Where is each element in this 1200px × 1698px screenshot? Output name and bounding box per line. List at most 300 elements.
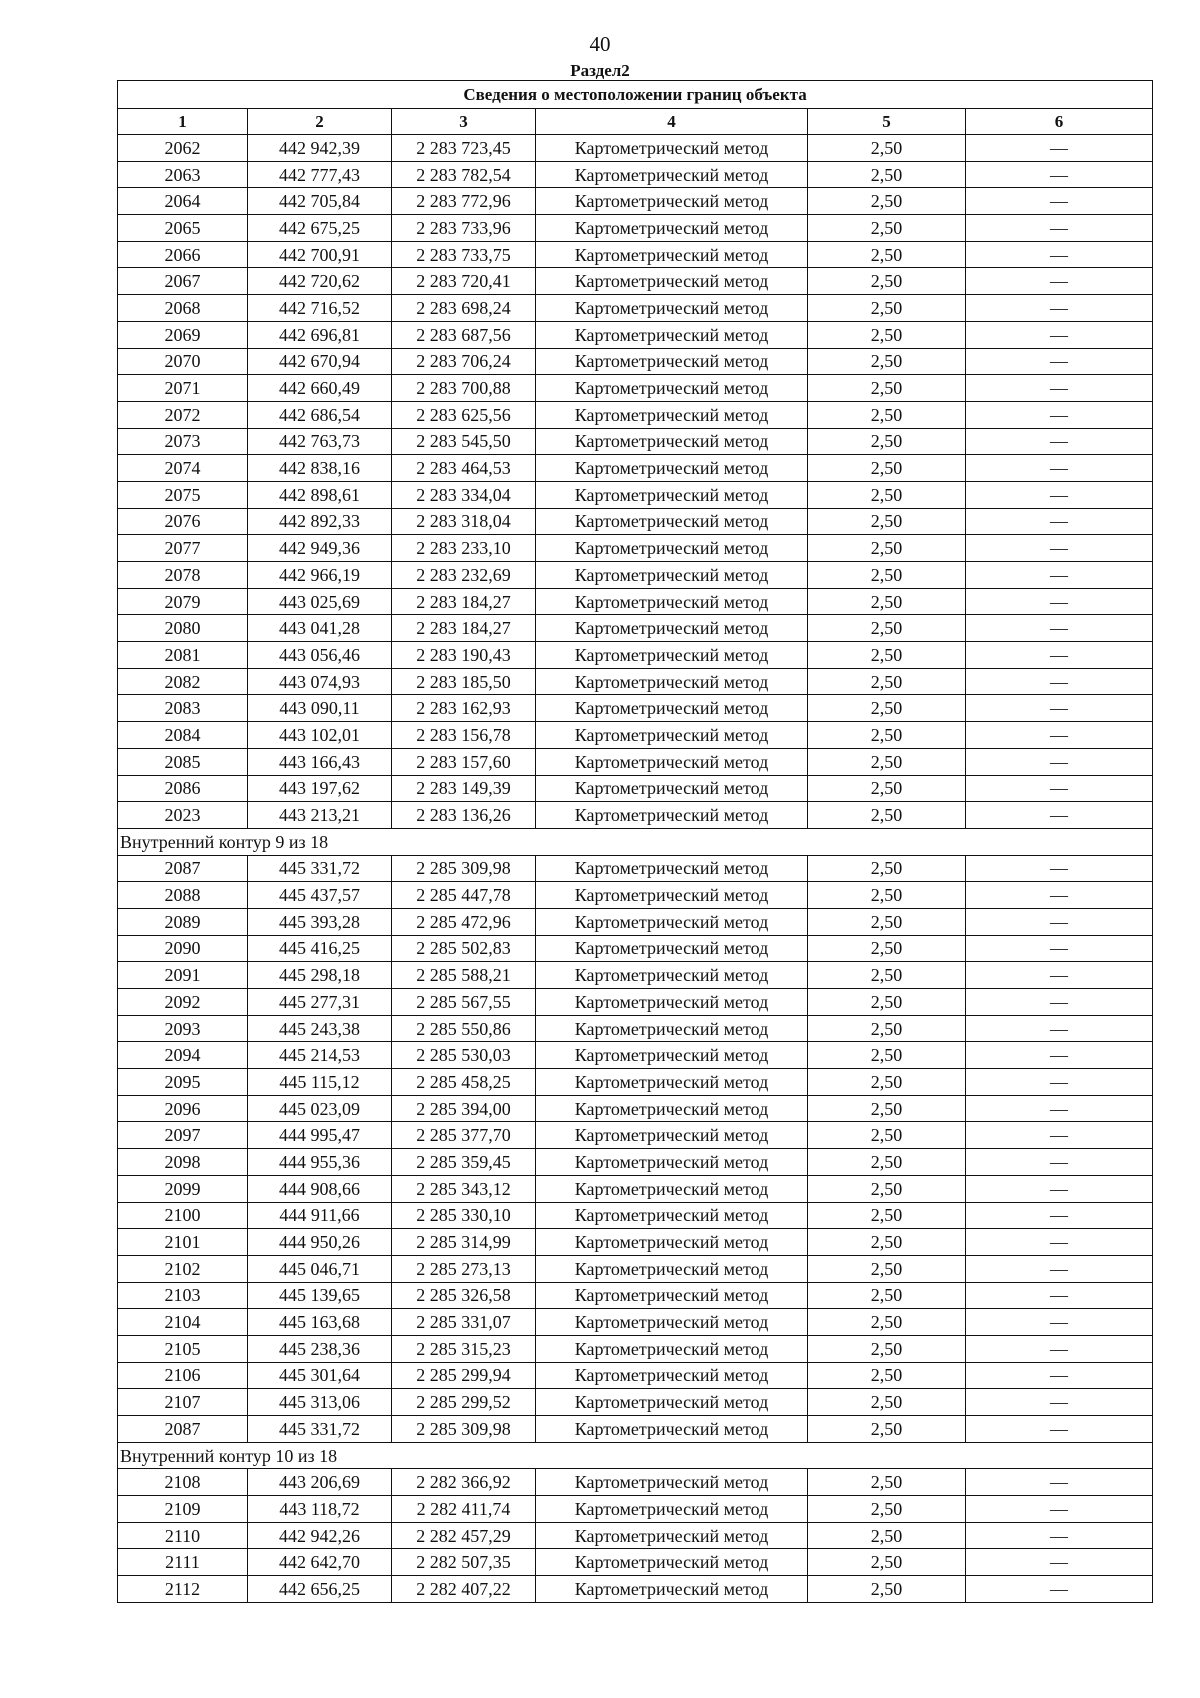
- table-row: [118, 722, 1153, 749]
- column-number: 4: [536, 109, 808, 135]
- y-coordinate-cell: 2 285 550,86: [392, 1015, 536, 1042]
- table-row: [118, 802, 1153, 829]
- accuracy-cell: 2,50: [808, 1469, 966, 1496]
- accuracy-cell: 2,50: [808, 1576, 966, 1603]
- point-number-cell: 2108: [118, 1469, 248, 1496]
- coordinates-table: [117, 80, 1153, 1603]
- y-coordinate-cell: 2 285 299,52: [392, 1389, 536, 1416]
- y-coordinate-cell: 2 285 309,98: [392, 855, 536, 882]
- note-cell: —: [966, 1069, 1153, 1096]
- method-cell: Картометрический метод: [536, 989, 808, 1016]
- method-cell: Картометрический метод: [536, 962, 808, 989]
- note-cell: —: [966, 1229, 1153, 1256]
- y-coordinate-cell: 2 285 314,99: [392, 1229, 536, 1256]
- table-row: [118, 428, 1153, 455]
- y-coordinate-cell: 2 282 457,29: [392, 1522, 536, 1549]
- y-coordinate-cell: 2 285 567,55: [392, 989, 536, 1016]
- point-number-cell: 2097: [118, 1122, 248, 1149]
- point-number-cell: 2078: [118, 562, 248, 589]
- y-coordinate-cell: 2 285 299,94: [392, 1362, 536, 1389]
- x-coordinate-cell: 443 197,62: [248, 775, 392, 802]
- accuracy-cell: 2,50: [808, 1122, 966, 1149]
- note-cell: —: [966, 1015, 1153, 1042]
- point-number-cell: 2069: [118, 321, 248, 348]
- y-coordinate-cell: 2 285 472,96: [392, 908, 536, 935]
- y-coordinate-cell: 2 282 507,35: [392, 1549, 536, 1576]
- note-cell: —: [966, 348, 1153, 375]
- accuracy-cell: 2,50: [808, 562, 966, 589]
- contour-section-label: Внутренний контур 10 из 18: [118, 1442, 1153, 1469]
- point-number-cell: 2090: [118, 935, 248, 962]
- x-coordinate-cell: 445 331,72: [248, 855, 392, 882]
- x-coordinate-cell: 443 102,01: [248, 722, 392, 749]
- table-row: [118, 989, 1153, 1016]
- note-cell: —: [966, 375, 1153, 402]
- accuracy-cell: 2,50: [808, 722, 966, 749]
- accuracy-cell: 2,50: [808, 668, 966, 695]
- point-number-cell: 2109: [118, 1496, 248, 1523]
- accuracy-cell: 2,50: [808, 508, 966, 535]
- method-cell: Картометрический метод: [536, 588, 808, 615]
- point-number-cell: 2070: [118, 348, 248, 375]
- table-row: [118, 1095, 1153, 1122]
- x-coordinate-cell: 443 166,43: [248, 748, 392, 775]
- method-cell: Картометрический метод: [536, 775, 808, 802]
- table-row: [118, 321, 1153, 348]
- table-row: [118, 348, 1153, 375]
- x-coordinate-cell: 442 966,19: [248, 562, 392, 589]
- table-row: [118, 508, 1153, 535]
- note-cell: —: [966, 775, 1153, 802]
- x-coordinate-cell: 444 950,26: [248, 1229, 392, 1256]
- point-number-cell: 2073: [118, 428, 248, 455]
- point-number-cell: 2101: [118, 1229, 248, 1256]
- column-number-row: [118, 109, 1153, 135]
- point-number-cell: 2023: [118, 802, 248, 829]
- note-cell: —: [966, 722, 1153, 749]
- note-cell: —: [966, 1469, 1153, 1496]
- accuracy-cell: 2,50: [808, 615, 966, 642]
- y-coordinate-cell: 2 283 157,60: [392, 748, 536, 775]
- table-caption: Сведения о местоположении границ объекта: [118, 81, 1153, 109]
- x-coordinate-cell: 445 115,12: [248, 1069, 392, 1096]
- table-row: [118, 268, 1153, 295]
- x-coordinate-cell: 445 301,64: [248, 1362, 392, 1389]
- method-cell: Картометрический метод: [536, 1549, 808, 1576]
- accuracy-cell: 2,50: [808, 295, 966, 322]
- accuracy-cell: 2,50: [808, 1549, 966, 1576]
- method-cell: Картометрический метод: [536, 695, 808, 722]
- note-cell: —: [966, 321, 1153, 348]
- x-coordinate-cell: 442 942,26: [248, 1522, 392, 1549]
- x-coordinate-cell: 443 090,11: [248, 695, 392, 722]
- table-row: [118, 775, 1153, 802]
- table-body: [118, 135, 1153, 1603]
- method-cell: Картометрический метод: [536, 1496, 808, 1523]
- method-cell: Картометрический метод: [536, 321, 808, 348]
- x-coordinate-cell: 444 955,36: [248, 1149, 392, 1176]
- table-row: [118, 161, 1153, 188]
- point-number-cell: 2087: [118, 855, 248, 882]
- accuracy-cell: 2,50: [808, 401, 966, 428]
- y-coordinate-cell: 2 283 723,45: [392, 135, 536, 162]
- note-cell: —: [966, 1309, 1153, 1336]
- accuracy-cell: 2,50: [808, 215, 966, 242]
- x-coordinate-cell: 442 696,81: [248, 321, 392, 348]
- table-row: [118, 1522, 1153, 1549]
- x-coordinate-cell: 442 686,54: [248, 401, 392, 428]
- x-coordinate-cell: 443 041,28: [248, 615, 392, 642]
- method-cell: Картометрический метод: [536, 722, 808, 749]
- y-coordinate-cell: 2 282 407,22: [392, 1576, 536, 1603]
- method-cell: Картометрический метод: [536, 615, 808, 642]
- table-row: [118, 908, 1153, 935]
- method-cell: Картометрический метод: [536, 1522, 808, 1549]
- y-coordinate-cell: 2 283 782,54: [392, 161, 536, 188]
- accuracy-cell: 2,50: [808, 188, 966, 215]
- accuracy-cell: 2,50: [808, 1069, 966, 1096]
- table-row: [118, 241, 1153, 268]
- table-row: [118, 642, 1153, 669]
- table-row: [118, 1202, 1153, 1229]
- note-cell: —: [966, 1362, 1153, 1389]
- method-cell: Картометрический метод: [536, 1149, 808, 1176]
- note-cell: —: [966, 295, 1153, 322]
- table-row: [118, 1416, 1153, 1443]
- note-cell: —: [966, 695, 1153, 722]
- point-number-cell: 2105: [118, 1335, 248, 1362]
- y-coordinate-cell: 2 285 359,45: [392, 1149, 536, 1176]
- table-row: [118, 935, 1153, 962]
- x-coordinate-cell: 442 700,91: [248, 241, 392, 268]
- table-row: [118, 215, 1153, 242]
- column-number: 3: [392, 109, 536, 135]
- x-coordinate-cell: 445 416,25: [248, 935, 392, 962]
- note-cell: —: [966, 1282, 1153, 1309]
- column-number: 5: [808, 109, 966, 135]
- x-coordinate-cell: 442 892,33: [248, 508, 392, 535]
- note-cell: —: [966, 135, 1153, 162]
- method-cell: Картометрический метод: [536, 1335, 808, 1362]
- method-cell: Картометрический метод: [536, 375, 808, 402]
- note-cell: —: [966, 935, 1153, 962]
- point-number-cell: 2065: [118, 215, 248, 242]
- point-number-cell: 2080: [118, 615, 248, 642]
- method-cell: Картометрический метод: [536, 428, 808, 455]
- point-number-cell: 2106: [118, 1362, 248, 1389]
- method-cell: Картометрический метод: [536, 1095, 808, 1122]
- table-row: [118, 481, 1153, 508]
- table-row: [118, 1069, 1153, 1096]
- note-cell: —: [966, 401, 1153, 428]
- method-cell: Картометрический метод: [536, 1202, 808, 1229]
- note-cell: —: [966, 268, 1153, 295]
- y-coordinate-cell: 2 285 343,12: [392, 1175, 536, 1202]
- x-coordinate-cell: 445 313,06: [248, 1389, 392, 1416]
- table-row: [118, 1496, 1153, 1523]
- method-cell: Картометрический метод: [536, 161, 808, 188]
- point-number-cell: 2104: [118, 1309, 248, 1336]
- y-coordinate-cell: 2 283 464,53: [392, 455, 536, 482]
- method-cell: Картометрический метод: [536, 908, 808, 935]
- y-coordinate-cell: 2 285 273,13: [392, 1255, 536, 1282]
- note-cell: —: [966, 1255, 1153, 1282]
- accuracy-cell: 2,50: [808, 161, 966, 188]
- y-coordinate-cell: 2 285 394,00: [392, 1095, 536, 1122]
- x-coordinate-cell: 445 214,53: [248, 1042, 392, 1069]
- table-row: [118, 1229, 1153, 1256]
- y-coordinate-cell: 2 283 772,96: [392, 188, 536, 215]
- y-coordinate-cell: 2 283 334,04: [392, 481, 536, 508]
- y-coordinate-cell: 2 285 326,58: [392, 1282, 536, 1309]
- point-number-cell: 2107: [118, 1389, 248, 1416]
- x-coordinate-cell: 442 705,84: [248, 188, 392, 215]
- method-cell: Картометрический метод: [536, 935, 808, 962]
- accuracy-cell: 2,50: [808, 935, 966, 962]
- x-coordinate-cell: 442 898,61: [248, 481, 392, 508]
- note-cell: —: [966, 802, 1153, 829]
- accuracy-cell: 2,50: [808, 588, 966, 615]
- column-number: 6: [966, 109, 1153, 135]
- point-number-cell: 2079: [118, 588, 248, 615]
- x-coordinate-cell: 443 213,21: [248, 802, 392, 829]
- table-row: [118, 588, 1153, 615]
- point-number-cell: 2094: [118, 1042, 248, 1069]
- table-row: [118, 188, 1153, 215]
- point-number-cell: 2068: [118, 295, 248, 322]
- method-cell: Картометрический метод: [536, 135, 808, 162]
- table-row: [118, 1015, 1153, 1042]
- table-row: [118, 962, 1153, 989]
- table-row: [118, 135, 1153, 162]
- method-cell: Картометрический метод: [536, 348, 808, 375]
- method-cell: Картометрический метод: [536, 1389, 808, 1416]
- note-cell: —: [966, 1389, 1153, 1416]
- method-cell: Картометрический метод: [536, 508, 808, 535]
- page-number: 40: [589, 32, 611, 56]
- method-cell: Картометрический метод: [536, 1576, 808, 1603]
- point-number-cell: 2066: [118, 241, 248, 268]
- note-cell: —: [966, 241, 1153, 268]
- note-cell: —: [966, 535, 1153, 562]
- y-coordinate-cell: 2 283 232,69: [392, 562, 536, 589]
- method-cell: Картометрический метод: [536, 562, 808, 589]
- y-coordinate-cell: 2 283 136,26: [392, 802, 536, 829]
- y-coordinate-cell: 2 283 706,24: [392, 348, 536, 375]
- accuracy-cell: 2,50: [808, 1362, 966, 1389]
- method-cell: Картометрический метод: [536, 642, 808, 669]
- note-cell: —: [966, 188, 1153, 215]
- note-cell: —: [966, 508, 1153, 535]
- x-coordinate-cell: 442 656,25: [248, 1576, 392, 1603]
- note-cell: —: [966, 855, 1153, 882]
- note-cell: —: [966, 562, 1153, 589]
- contour-section-row: [118, 828, 1153, 855]
- accuracy-cell: 2,50: [808, 1496, 966, 1523]
- point-number-cell: 2112: [118, 1576, 248, 1603]
- point-number-cell: 2062: [118, 135, 248, 162]
- method-cell: Картометрический метод: [536, 668, 808, 695]
- x-coordinate-cell: 443 206,69: [248, 1469, 392, 1496]
- accuracy-cell: 2,50: [808, 1389, 966, 1416]
- x-coordinate-cell: 444 995,47: [248, 1122, 392, 1149]
- point-number-cell: 2098: [118, 1149, 248, 1176]
- x-coordinate-cell: 444 908,66: [248, 1175, 392, 1202]
- accuracy-cell: 2,50: [808, 455, 966, 482]
- point-number-cell: 2089: [118, 908, 248, 935]
- x-coordinate-cell: 442 670,94: [248, 348, 392, 375]
- method-cell: Картометрический метод: [536, 295, 808, 322]
- point-number-cell: 2099: [118, 1175, 248, 1202]
- y-coordinate-cell: 2 283 687,56: [392, 321, 536, 348]
- y-coordinate-cell: 2 285 502,83: [392, 935, 536, 962]
- note-cell: —: [966, 748, 1153, 775]
- accuracy-cell: 2,50: [808, 1042, 966, 1069]
- accuracy-cell: 2,50: [808, 1255, 966, 1282]
- method-cell: Картометрический метод: [536, 1229, 808, 1256]
- x-coordinate-cell: 442 675,25: [248, 215, 392, 242]
- table-row: [118, 1576, 1153, 1603]
- point-number-cell: 2074: [118, 455, 248, 482]
- accuracy-cell: 2,50: [808, 748, 966, 775]
- accuracy-cell: 2,50: [808, 695, 966, 722]
- accuracy-cell: 2,50: [808, 241, 966, 268]
- column-number: 1: [118, 109, 248, 135]
- method-cell: Картометрический метод: [536, 748, 808, 775]
- x-coordinate-cell: 445 243,38: [248, 1015, 392, 1042]
- accuracy-cell: 2,50: [808, 855, 966, 882]
- point-number-cell: 2100: [118, 1202, 248, 1229]
- accuracy-cell: 2,50: [808, 802, 966, 829]
- point-number-cell: 2076: [118, 508, 248, 535]
- note-cell: —: [966, 588, 1153, 615]
- accuracy-cell: 2,50: [808, 1175, 966, 1202]
- accuracy-cell: 2,50: [808, 535, 966, 562]
- y-coordinate-cell: 2 283 545,50: [392, 428, 536, 455]
- method-cell: Картометрический метод: [536, 215, 808, 242]
- note-cell: —: [966, 215, 1153, 242]
- note-cell: —: [966, 989, 1153, 1016]
- point-number-cell: 2096: [118, 1095, 248, 1122]
- accuracy-cell: 2,50: [808, 481, 966, 508]
- method-cell: Картометрический метод: [536, 481, 808, 508]
- x-coordinate-cell: 443 118,72: [248, 1496, 392, 1523]
- y-coordinate-cell: 2 283 318,04: [392, 508, 536, 535]
- table-row: [118, 695, 1153, 722]
- method-cell: Картометрический метод: [536, 1469, 808, 1496]
- point-number-cell: 2088: [118, 882, 248, 909]
- method-cell: Картометрический метод: [536, 1255, 808, 1282]
- point-number-cell: 2103: [118, 1282, 248, 1309]
- point-number-cell: 2063: [118, 161, 248, 188]
- x-coordinate-cell: 442 942,39: [248, 135, 392, 162]
- note-cell: —: [966, 1175, 1153, 1202]
- y-coordinate-cell: 2 283 149,39: [392, 775, 536, 802]
- table-row: [118, 1309, 1153, 1336]
- point-number-cell: 2093: [118, 1015, 248, 1042]
- point-number-cell: 2110: [118, 1522, 248, 1549]
- note-cell: —: [966, 1416, 1153, 1443]
- table-row: [118, 1175, 1153, 1202]
- note-cell: —: [966, 428, 1153, 455]
- table-row: [118, 1362, 1153, 1389]
- note-cell: —: [966, 1042, 1153, 1069]
- y-coordinate-cell: 2 282 411,74: [392, 1496, 536, 1523]
- table-row: [118, 535, 1153, 562]
- x-coordinate-cell: 445 298,18: [248, 962, 392, 989]
- x-coordinate-cell: 442 642,70: [248, 1549, 392, 1576]
- x-coordinate-cell: 445 139,65: [248, 1282, 392, 1309]
- accuracy-cell: 2,50: [808, 268, 966, 295]
- point-number-cell: 2085: [118, 748, 248, 775]
- note-cell: —: [966, 1522, 1153, 1549]
- point-number-cell: 2071: [118, 375, 248, 402]
- point-number-cell: 2072: [118, 401, 248, 428]
- y-coordinate-cell: 2 285 315,23: [392, 1335, 536, 1362]
- accuracy-cell: 2,50: [808, 908, 966, 935]
- x-coordinate-cell: 445 437,57: [248, 882, 392, 909]
- y-coordinate-cell: 2 283 625,56: [392, 401, 536, 428]
- note-cell: —: [966, 1576, 1153, 1603]
- accuracy-cell: 2,50: [808, 1335, 966, 1362]
- y-coordinate-cell: 2 283 185,50: [392, 668, 536, 695]
- table-row: [118, 1389, 1153, 1416]
- y-coordinate-cell: 2 285 588,21: [392, 962, 536, 989]
- table-row: [118, 1549, 1153, 1576]
- contour-section-label: Внутренний контур 9 из 18: [118, 828, 1153, 855]
- y-coordinate-cell: 2 283 698,24: [392, 295, 536, 322]
- table-row: [118, 401, 1153, 428]
- note-cell: —: [966, 615, 1153, 642]
- table-row: [118, 1255, 1153, 1282]
- table-row: [118, 1042, 1153, 1069]
- x-coordinate-cell: 444 911,66: [248, 1202, 392, 1229]
- point-number-cell: 2075: [118, 481, 248, 508]
- y-coordinate-cell: 2 282 366,92: [392, 1469, 536, 1496]
- y-coordinate-cell: 2 285 458,25: [392, 1069, 536, 1096]
- method-cell: Картометрический метод: [536, 1282, 808, 1309]
- section-title: Раздел2: [570, 61, 630, 80]
- table-row: [118, 375, 1153, 402]
- y-coordinate-cell: 2 285 331,07: [392, 1309, 536, 1336]
- point-number-cell: 2081: [118, 642, 248, 669]
- accuracy-cell: 2,50: [808, 882, 966, 909]
- y-coordinate-cell: 2 285 309,98: [392, 1416, 536, 1443]
- table-caption-row: [118, 81, 1153, 109]
- y-coordinate-cell: 2 285 530,03: [392, 1042, 536, 1069]
- x-coordinate-cell: 442 838,16: [248, 455, 392, 482]
- method-cell: Картометрический метод: [536, 535, 808, 562]
- point-number-cell: 2092: [118, 989, 248, 1016]
- accuracy-cell: 2,50: [808, 135, 966, 162]
- note-cell: —: [966, 908, 1153, 935]
- method-cell: Картометрический метод: [536, 882, 808, 909]
- x-coordinate-cell: 445 023,09: [248, 1095, 392, 1122]
- note-cell: —: [966, 882, 1153, 909]
- accuracy-cell: 2,50: [808, 375, 966, 402]
- x-coordinate-cell: 445 277,31: [248, 989, 392, 1016]
- point-number-cell: 2102: [118, 1255, 248, 1282]
- table-row: [118, 1469, 1153, 1496]
- method-cell: Картометрический метод: [536, 1416, 808, 1443]
- method-cell: Картометрический метод: [536, 401, 808, 428]
- accuracy-cell: 2,50: [808, 1015, 966, 1042]
- table-row: [118, 455, 1153, 482]
- table-row: [118, 1122, 1153, 1149]
- x-coordinate-cell: 442 949,36: [248, 535, 392, 562]
- x-coordinate-cell: 445 331,72: [248, 1416, 392, 1443]
- point-number-cell: 2077: [118, 535, 248, 562]
